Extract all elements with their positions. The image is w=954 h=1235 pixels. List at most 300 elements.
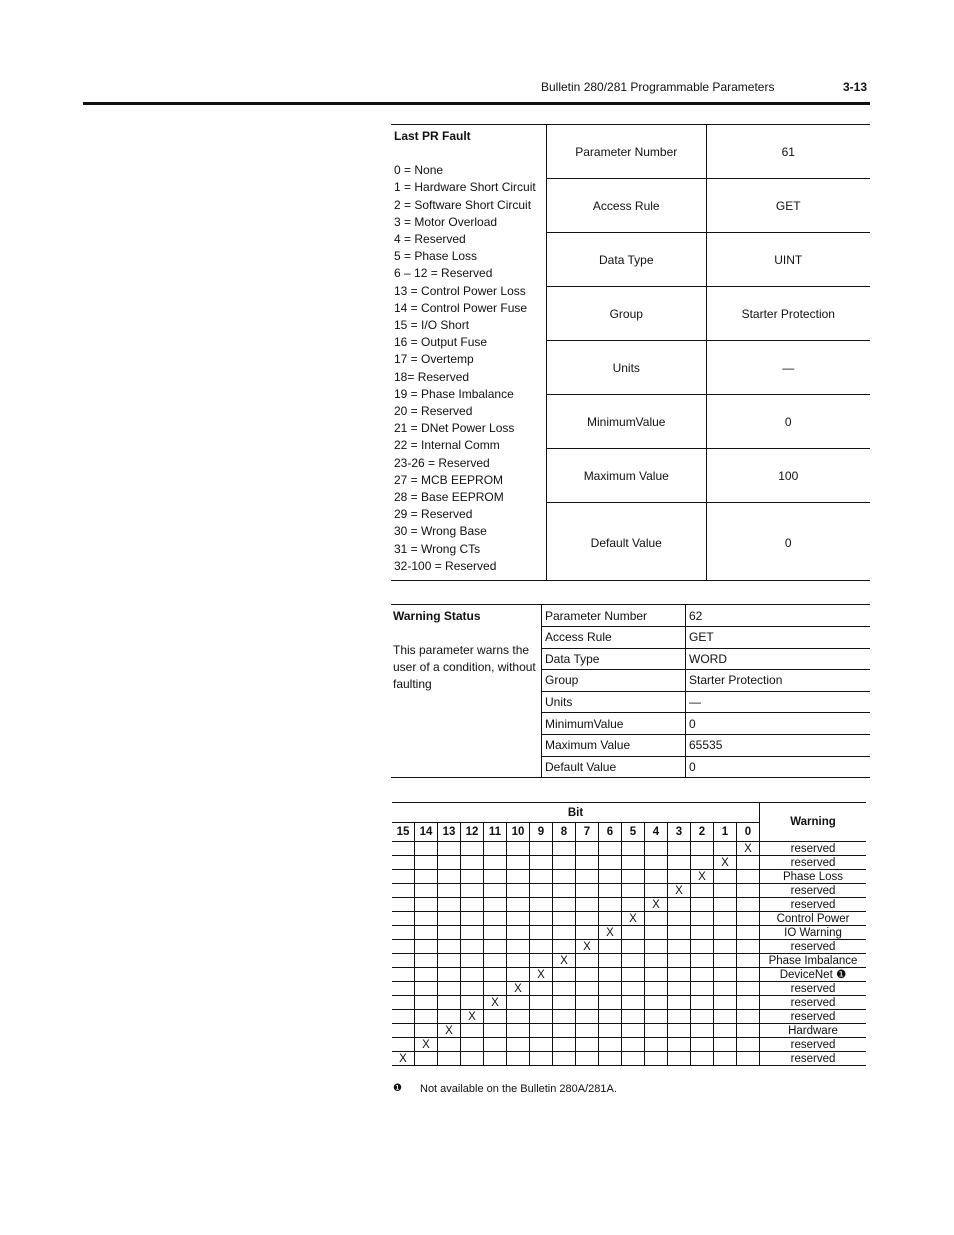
bit-cell [668,996,691,1010]
bit-cell [484,1052,507,1066]
bit-cell [392,940,415,954]
bit-cell [599,912,622,926]
bit-cell [553,982,576,996]
bit-cell [645,856,668,870]
param1-row-label: Parameter Number [575,144,678,159]
bit-cell [392,1038,415,1052]
bit-row [392,842,866,856]
bit-cell [691,898,714,912]
param1-title: Last PR Fault [394,129,471,143]
bit-cell [461,870,484,884]
fault-code-item: 31 = Wrong CTs [394,541,481,556]
bit-cell [461,926,484,940]
bit-cell [507,954,530,968]
bit-cell [714,982,737,996]
bit-cell [691,1038,714,1052]
running-header-title: Bulletin 280/281 Programmable Parameters [541,80,775,94]
bit-cell [484,982,507,996]
warning-name: reserved [760,884,867,898]
bit-cell [553,1024,576,1038]
warning-name: reserved [760,856,867,870]
param1-row [547,503,870,582]
bit-cell [622,856,645,870]
bit-cell [599,884,622,898]
bit-cell [691,1010,714,1024]
warning-name: reserved [760,898,867,912]
warning-name: reserved [760,940,867,954]
bit-cell [622,1038,645,1052]
bit-cell [438,912,461,926]
bit-cell [461,1024,484,1038]
param2-row-value: WORD [689,651,727,666]
bit-cell [461,954,484,968]
param2-row [542,735,870,757]
bit-cell [415,870,438,884]
bit-row [392,954,866,968]
bit-cell [599,1052,622,1066]
bit-cell [553,1038,576,1052]
bit-cell [645,1038,668,1052]
bit-cell [507,898,530,912]
bit-cell [484,884,507,898]
bit-cell [392,870,415,884]
warning-name: reserved [760,1052,867,1066]
bit-cell [530,1010,553,1024]
bit-cell [622,968,645,982]
warning-name: reserved [760,1038,867,1052]
bit-row [392,968,866,982]
param1-row [547,233,870,287]
bit-cell [576,870,599,884]
bit-cell [484,898,507,912]
bit-mark: X [622,912,645,926]
bit-cell [645,1010,668,1024]
bit-cell [461,842,484,856]
bit-cell [599,982,622,996]
bit-cell [392,1024,415,1038]
bit-cell [576,954,599,968]
bit-cell [415,996,438,1010]
bit-cell [553,884,576,898]
bit-cell [622,884,645,898]
param2-row-value: 65535 [689,738,723,753]
bit-number-header: 10 [507,823,530,842]
bit-cell [507,1024,530,1038]
bit-cell [576,968,599,982]
bit-cell [622,1010,645,1024]
param2-row [542,756,870,778]
bit-cell [737,884,760,898]
bit-cell [461,982,484,996]
param2-row-value: GET [689,630,714,645]
bit-cell [668,1038,691,1052]
bit-cell [622,926,645,940]
bit-cell [461,856,484,870]
bit-mark: X [553,954,576,968]
footnote-marker: ❶ [393,1083,402,1094]
param2-row-label: Maximum Value [545,738,631,753]
bit-cell [737,1052,760,1066]
bit-number-header: 0 [737,823,760,842]
bit-cell [530,842,553,856]
bit-cell [530,1024,553,1038]
bit-cell [599,856,622,870]
bit-cell [507,856,530,870]
bit-cell [645,884,668,898]
bit-cell [714,1038,737,1052]
bit-cell [530,856,553,870]
bit-cell [415,884,438,898]
bit-mark: X [461,1010,484,1024]
bit-cell [415,1052,438,1066]
bit-cell [622,842,645,856]
fault-code-item: 13 = Control Power Loss [394,283,526,298]
bit-cell [622,982,645,996]
bit-cell [553,926,576,940]
param1-row [547,287,870,341]
bit-cell [392,982,415,996]
bit-cell [415,898,438,912]
fault-code-item: 4 = Reserved [394,232,466,247]
fault-code-item: 21 = DNet Power Loss [394,421,515,436]
bit-cell [737,996,760,1010]
param2-row-label: Data Type [545,651,600,666]
bit-cell [507,1052,530,1066]
bit-cell [645,954,668,968]
footnote-text: Not available on the Bulletin 280A/281A. [420,1083,617,1095]
bit-cell [691,940,714,954]
bit-cell [576,1052,599,1066]
bit-cell [714,1052,737,1066]
bit-cell [622,1052,645,1066]
bit-cell [530,898,553,912]
bit-mark: X [484,996,507,1010]
bit-number-header: 4 [645,823,668,842]
bit-cell [392,926,415,940]
bit-mark: X [691,870,714,884]
bit-cell [484,926,507,940]
bit-cell [507,1038,530,1052]
bit-number-header: 11 [484,823,507,842]
bit-cell [415,912,438,926]
bit-cell [714,912,737,926]
bit-cell [714,996,737,1010]
bit-cell [691,996,714,1010]
bit-cell [622,1024,645,1038]
param1-row-label: Group [609,306,643,321]
bit-cell [691,968,714,982]
fault-code-item: 6 – 12 = Reserved [394,266,493,281]
warning-name: DeviceNet ❶ [760,968,867,982]
bit-row [392,996,866,1010]
param2-row [542,691,870,713]
param1-row-label: MinimumValue [587,414,666,429]
bit-cell [392,898,415,912]
bit-mark: X [392,1052,415,1066]
bit-cell [553,968,576,982]
bit-cell [530,884,553,898]
param2-row-label: Access Rule [545,630,612,645]
bit-cell [714,842,737,856]
bit-number-header: 3 [668,823,691,842]
param1-row [547,395,870,449]
bit-cell [415,1024,438,1038]
bit-cell [438,1038,461,1052]
bit-number-header: 1 [714,823,737,842]
param1-row-label: Data Type [599,252,654,267]
bit-cell [576,1038,599,1052]
warning-name: reserved [760,1010,867,1024]
param1-row-value: 61 [781,144,795,159]
bit-row [392,926,866,940]
bit-number-header: 2 [691,823,714,842]
bit-cell [645,870,668,884]
param2-row-value: — [689,694,701,709]
bit-cell [599,1010,622,1024]
bit-cell [576,912,599,926]
bit-row [392,884,866,898]
fault-code-item: 15 = I/O Short [394,318,470,333]
bit-cell [714,968,737,982]
bit-row [392,940,866,954]
param1-row-value: 100 [778,468,799,483]
bit-cell [484,954,507,968]
bit-cell [622,870,645,884]
bit-cell [438,940,461,954]
fault-code-item: 20 = Reserved [394,404,473,419]
fault-code-item: 22 = Internal Comm [394,438,500,453]
bit-cell [530,870,553,884]
warning-name: Phase Loss [760,870,867,884]
bit-row [392,870,866,884]
fault-code-item: 3 = Motor Overload [394,214,498,229]
param1-row-value: 0 [784,535,792,550]
bit-number-header: 7 [576,823,599,842]
bit-cell [599,1038,622,1052]
param1-row-label: Maximum Value [583,468,669,483]
fault-code-item: 2 = Software Short Circuit [394,197,532,212]
warning-name: Control Power [760,912,867,926]
bit-cell [576,996,599,1010]
param1-row [547,125,870,179]
bit-cell [392,1010,415,1024]
bit-cell [415,954,438,968]
bit-number-header: 12 [461,823,484,842]
param2-row-label: Group [545,673,579,688]
param2-row-value: 0 [689,760,696,775]
param1-row-label: Default Value [590,535,662,550]
bit-mark: X [576,940,599,954]
bit-cell [576,926,599,940]
bit-cell [530,940,553,954]
bit-cell [438,898,461,912]
bit-cell [438,982,461,996]
bit-cell [392,842,415,856]
bit-cell [438,842,461,856]
bit-cell [507,1010,530,1024]
bit-cell [553,1052,576,1066]
bit-cell [461,1038,484,1052]
param2-row [542,670,870,692]
bit-cell [645,996,668,1010]
bit-row [392,912,866,926]
fault-code-item: 30 = Wrong Base [394,524,487,539]
bit-cell [645,842,668,856]
bit-cell [415,926,438,940]
bit-number-header: 6 [599,823,622,842]
bit-cell [737,968,760,982]
bit-mark: X [714,856,737,870]
param2-row-label: Default Value [545,760,617,775]
bit-cell [576,1010,599,1024]
bit-cell [737,870,760,884]
bit-mark: X [507,982,530,996]
bit-cell [484,968,507,982]
bit-cell [438,954,461,968]
bit-header: Bit [392,803,760,823]
bit-cell [553,1010,576,1024]
param2-row-value: Starter Protection [689,673,783,688]
bit-cell [392,884,415,898]
bit-cell [668,898,691,912]
bit-cell [415,1010,438,1024]
bit-cell [461,1052,484,1066]
bit-row [392,982,866,996]
bit-cell [645,1024,668,1038]
bit-cell [576,982,599,996]
param2-row-value: 62 [689,608,703,623]
bit-cell [507,842,530,856]
bit-cell [714,884,737,898]
fault-code-item: 1 = Hardware Short Circuit [394,180,536,195]
bit-cell [737,954,760,968]
bit-row [392,1038,866,1052]
bit-cell [461,968,484,982]
bit-cell [553,842,576,856]
bit-cell [507,996,530,1010]
bit-cell [737,1038,760,1052]
bit-cell [691,884,714,898]
bit-cell [461,884,484,898]
fault-code-item: 32-100 = Reserved [394,558,497,573]
bit-cell [691,856,714,870]
bit-cell [415,982,438,996]
warning-bit-table [392,802,866,1066]
bit-mark: X [599,926,622,940]
bit-cell [599,954,622,968]
bit-number-header: 13 [438,823,461,842]
bit-cell [392,856,415,870]
bit-cell [622,940,645,954]
bit-cell [438,884,461,898]
bit-cell [553,856,576,870]
bit-cell [714,1010,737,1024]
bit-mark: X [645,898,668,912]
bit-cell [438,996,461,1010]
bit-cell [415,940,438,954]
bit-cell [392,912,415,926]
param2-row [542,648,870,670]
bit-cell [553,870,576,884]
bit-cell [530,1038,553,1052]
fault-code-item: 28 = Base EEPROM [394,490,504,505]
param1-row [547,341,870,395]
bit-cell [415,842,438,856]
bit-row [392,898,866,912]
bit-cell [737,940,760,954]
bit-cell [484,940,507,954]
bit-cell [691,982,714,996]
bit-cell [392,996,415,1010]
bit-cell [461,996,484,1010]
bit-cell [530,996,553,1010]
page-number: 3-13 [843,80,868,94]
bit-cell [438,926,461,940]
bit-cell [737,856,760,870]
bit-cell [668,870,691,884]
bit-cell [484,842,507,856]
bit-cell [438,1010,461,1024]
bit-cell [507,870,530,884]
warning-name: reserved [760,996,867,1010]
bit-cell [668,1010,691,1024]
bit-cell [668,856,691,870]
bit-cell [622,954,645,968]
warning-name: reserved [760,842,867,856]
bit-cell [714,870,737,884]
bit-cell [530,926,553,940]
param2-description-text: This parameter warns the user of a condition, without faulting [393,643,536,691]
fault-code-item: 27 = MCB EEPROM [394,472,504,487]
bit-cell [507,968,530,982]
bit-number-header: 9 [530,823,553,842]
param1-row-label: Access Rule [592,198,660,213]
param1-row-value: GET [775,198,801,213]
bit-cell [530,954,553,968]
bit-table-body [392,842,866,1066]
bit-cell [645,926,668,940]
bit-cell [484,856,507,870]
bit-cell [599,940,622,954]
bit-cell [737,912,760,926]
bit-cell [714,940,737,954]
fault-code-item: 23-26 = Reserved [394,455,490,470]
bit-cell [576,898,599,912]
param1-row-label: Units [612,360,640,375]
bit-cell [668,842,691,856]
bit-cell [484,912,507,926]
bit-cell [691,842,714,856]
bit-cell [691,1024,714,1038]
bit-cell [691,1052,714,1066]
bit-cell [737,898,760,912]
fault-code-item: 19 = Phase Imbalance [394,386,514,401]
bit-cell [415,968,438,982]
bit-cell [530,982,553,996]
bit-cell [553,898,576,912]
param2-row [542,713,870,735]
bit-cell [461,912,484,926]
bit-cell [438,968,461,982]
header-rule [83,102,870,105]
bit-cell [507,884,530,898]
bit-cell [599,870,622,884]
bit-cell [553,996,576,1010]
bit-cell [576,1024,599,1038]
bit-cell [737,926,760,940]
param1-row-value: — [782,360,795,375]
bit-mark: X [438,1024,461,1038]
